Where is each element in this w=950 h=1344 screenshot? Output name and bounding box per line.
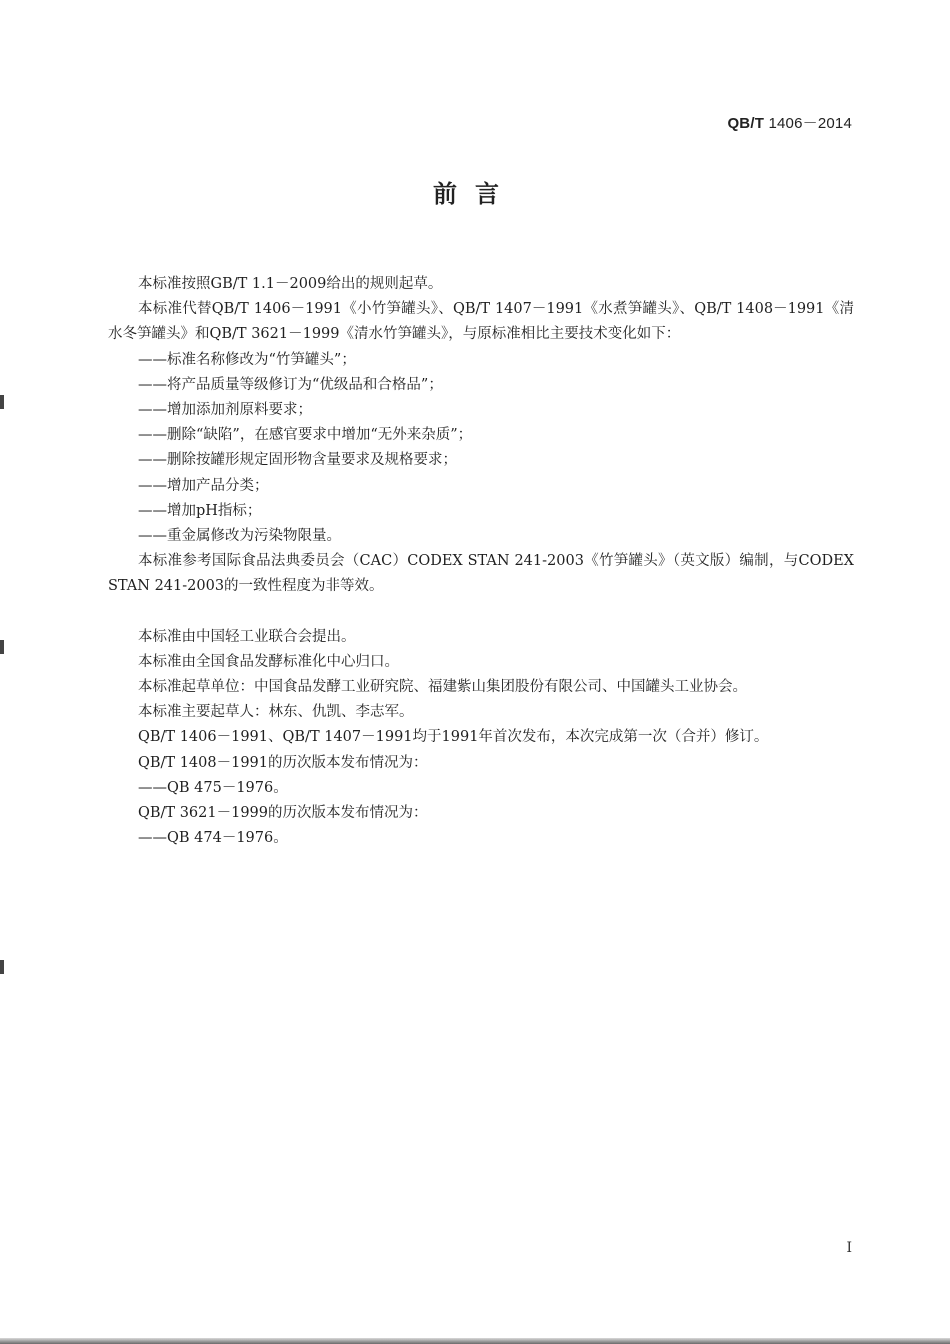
paragraph: QB/T 3621－1999的历次版本发布情况为： <box>138 805 428 822</box>
history-item: ——QB 474－1976。 <box>138 830 288 847</box>
binding-mark <box>0 960 4 974</box>
change-item: ——增加pH指标； <box>138 502 262 519</box>
change-item: ——增加产品分类； <box>138 477 269 494</box>
paragraph: 本标准参考国际食品法典委员会（CAC）CODEX STAN 241-2003《竹笋罐头》（英文版）编制，与CODEX STAN 241-2003的一致性程度为非等效。 <box>108 553 854 595</box>
page-title: 前言 <box>433 180 517 208</box>
foreword-body <box>108 272 854 851</box>
standard-code-number: 1406－2014 <box>768 115 852 132</box>
page-number: I <box>846 1240 852 1256</box>
binding-mark <box>0 640 4 654</box>
standard-code-prefix: QB/T <box>727 115 765 132</box>
paragraph: 本标准由全国食品发酵标准化中心归口。 <box>138 653 399 670</box>
standard-code <box>727 112 852 133</box>
paragraph: 本标准由中国轻工业联合会提出。 <box>138 628 356 645</box>
paragraph-gap <box>108 600 854 625</box>
paragraph: QB/T 1406－1991、QB/T 1407－1991均于1991年首次发布，本次完成第一次（合并）修订。 <box>138 729 769 746</box>
history-item: ——QB 475－1976。 <box>138 779 288 796</box>
binding-mark <box>0 395 4 409</box>
paragraph: 本标准按照GB/T 1.1－2009给出的规则起草。 <box>138 276 443 292</box>
change-item: ——删除按罐形规定固形物含量要求及规格要求； <box>138 452 457 469</box>
change-item: ——增加添加剂原料要求； <box>138 402 312 419</box>
scan-edge <box>0 1338 950 1344</box>
change-item: ——标准名称修改为“竹笋罐头”； <box>138 351 356 368</box>
change-item: ——删除“缺陷”，在感官要求中增加“无外来杂质”； <box>138 427 473 444</box>
paragraph: 本标准代替QB/T 1406－1991《小竹笋罐头》、QB/T 1407－1991《水煮笋罐头》、QB/T 1408－1991《清水冬笋罐头》和QB/T 3621－1999《清水竹笋罐头》，与原标准相比主要技术变化如下： <box>108 301 854 343</box>
paragraph: 本标准主要起草人：林东、仇凯、李志军。 <box>138 704 414 721</box>
paragraph: 本标准起草单位：中国食品发酵工业研究院、福建紫山集团股份有限公司、中国罐头工业协会。 <box>138 679 747 696</box>
change-item: ——将产品质量等级修订为“优级品和合格品”； <box>138 376 443 393</box>
change-item: ——重金属修改为污染物限量。 <box>138 528 341 545</box>
paragraph: QB/T 1408－1991的历次版本发布情况为： <box>138 754 428 771</box>
